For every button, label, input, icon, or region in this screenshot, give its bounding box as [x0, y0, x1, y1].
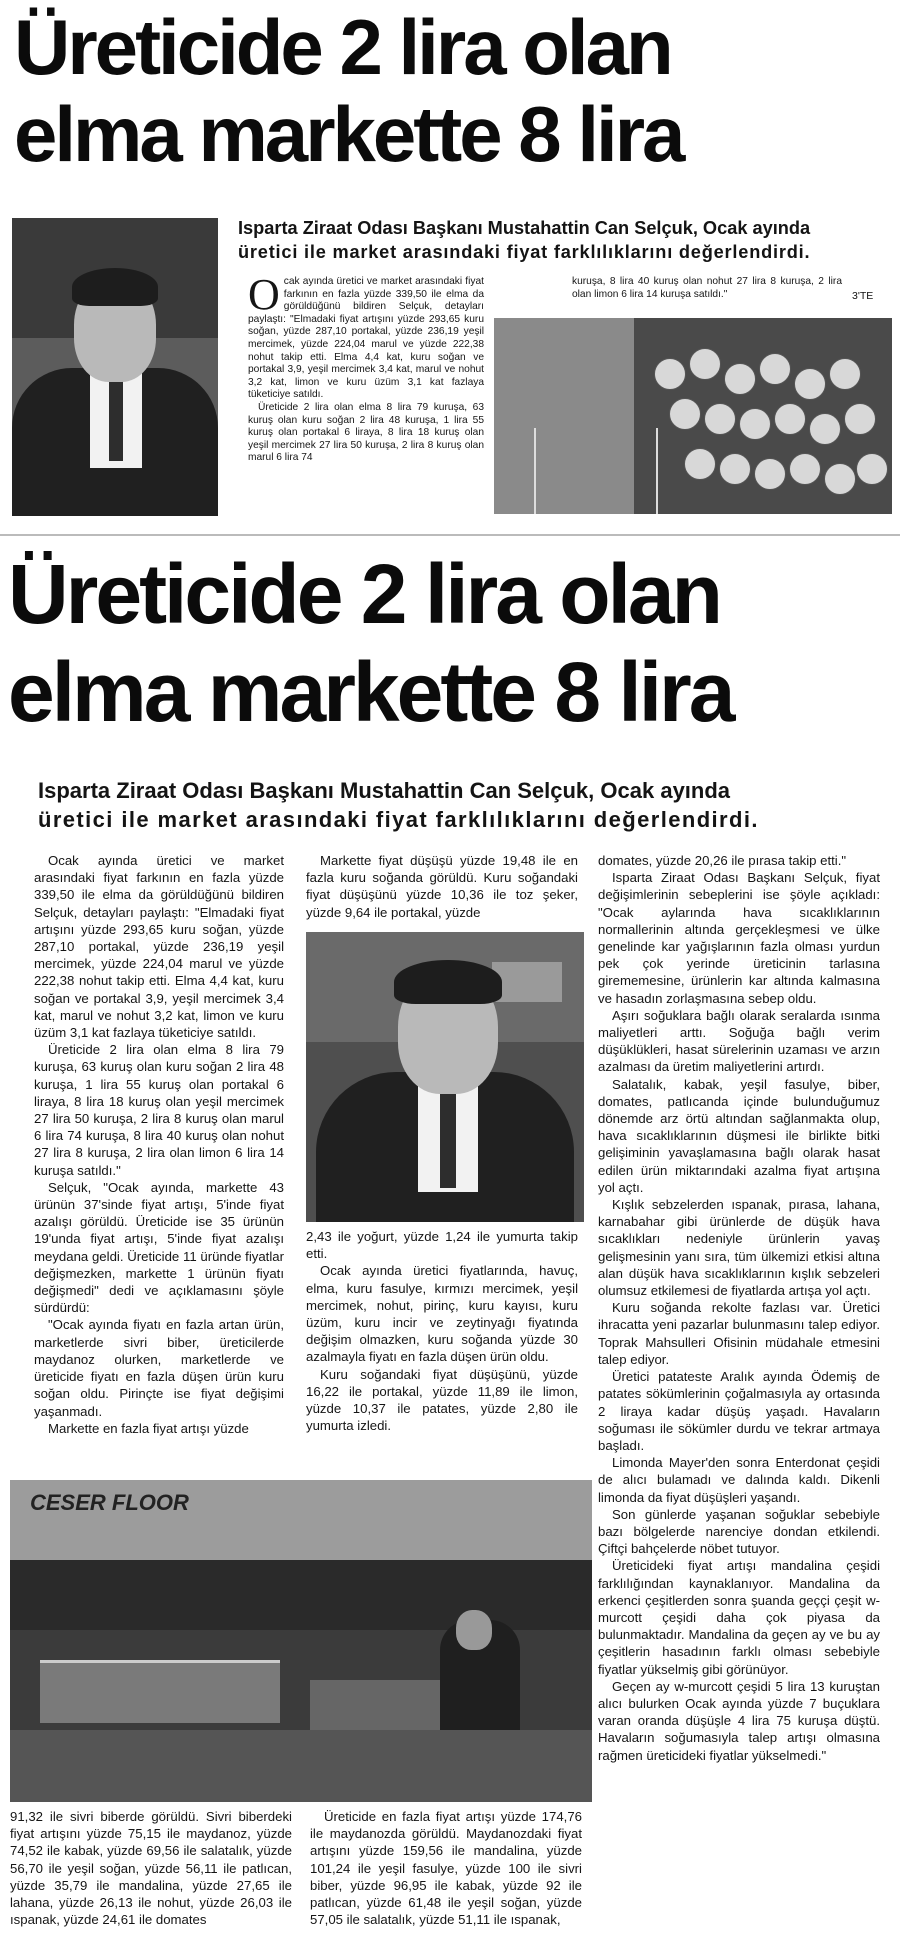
article-deck-line1: Isparta Ziraat Odası Başkanı Mustahattin Can Selçuk, Ocak ayında [38, 778, 731, 803]
clipping-apples-photo [494, 318, 892, 514]
clipping-portrait-photo [12, 218, 218, 516]
clipping-col1-text: cak ayında üretici ve market arasındaki fiyat farkının en fazla yüzde 339,50 ile elma da görüldüğünü bildiren Selçuk, detayları paylaştı: "Elmadaki fiyat artışını yüzde 293,65 kuru soğan, yüzde 287,10 portakal, yüzde 236,19 yeşil mercimek, yüzde 224,04 marul ve yüzde 222,38 nohut takip etti. Elma 4,4 kat, kuru soğan ve portakal 3,9, yeşil mercimek 3,4 kat, marul ve nohut 3,2 kat, limon ve kuru üzüm 3,1 kat fazlaya tüketiciye satıldı. [248, 276, 484, 401]
col3-paragraph: Üretici patateste Aralık ayında Ödemiş de patates sökümlerinin çoğalmasıyla ay ortasında 2 liraya kadar düşüş yaşadı. Havaların soğuması ile sökümler durdu ve tekrar artmaya başladı. [598, 1369, 880, 1453]
col1-paragraph: "Ocak ayında fiyatı en fazla artan ürün, marketlerde sivri biber, üreticilerde maydanoz olurken, marketlerde ve üreticide fiyatı en fazla düşen ürün kuru soğan oldu. Pirinçte ise fiyat değişimi yaşanmadı. [34, 1317, 284, 1419]
clipping-col2-text: kuruşa, 8 lira 40 kuruş olan nohut 27 lira 8 kuruşa, 2 lira olan limon 6 lira 14 kuruşa satıldı." [572, 276, 842, 300]
col1-paragraph: Selçuk, "Ocak ayında, markette 43 ürünün 37'sinde fiyat artışı, 5'inde fiyat azalışı görüldü. Üreticide ise 35 ürünün 19'unda fiyat artışı, 5'inde fiyat azalışı meydana geldi. Üreticide 11 üründe fiyatlar değişmezken, markette 1 ürünün fiyatı değişmedi" dedi ve açıklamasını şöyle sürdürdü: [34, 1179, 284, 1316]
clipping-headline-line1: Üreticide 2 lira olan [14, 3, 671, 91]
col2-paragraph: Kuru soğandaki fiyat düşüşünü, yüzde 16,22 ile portakal, yüzde 11,89 ile limon, yüzde 10,37 ile patates, yüzde 2,80 ile yumurta izledi. [306, 1366, 578, 1434]
clipping-column-1 [248, 270, 484, 465]
article-headline-line1: Üreticide 2 lira olan [8, 547, 720, 641]
article-market-photo [10, 1480, 592, 1802]
article-bottom-column-2 [310, 1808, 582, 1928]
col3-paragraph: Geçen ay w-murcott çeşidi 5 lira 13 kuruştan alıcı bulurken Ocak ayında yüzde 7 buçuklara varan oranda düşüşle 4 lira 75 kuruşa düştü. Havaların soğumasıyla talep artışı olmasına rağmen üreticideki fiyatlar yükselmedi." [598, 1678, 880, 1763]
col3-paragraph: domates, yüzde 20,26 ile pırasa takip etti." [598, 853, 847, 868]
col3-paragraph: Salatalık, kabak, yeşil fasulye, biber, domates, patlıcanda içinde bulunduğumuz dönemde arz örtü altından sağlanmakta olup, hava sıcaklıklarının düşmesi ile birlikte bitki gelişiminin yavaşlamasına bağlı olarak hasat edilen ürün miktarındaki azalma fiyat artışına yol açtı. [598, 1076, 880, 1195]
clipping-bottom-rule [0, 534, 900, 536]
clipping-headline-line2: elma markette 8 lira [14, 90, 683, 178]
article-column-1 [34, 852, 284, 1437]
bottom-col2-paragraph: Üreticide en fazla fiyat artışı yüzde 174,76 ile maydanozda görüldü. Maydanozdaki fiyat artışını yüzde 159,56 ile mandalina, yüzde 101,24 ile yeşil fasulye, yüzde 100 ile sivri biber, yüzde 96,95 ile kabak, yüzde 92 ile patlıcan, yüzde 61,48 ile yeşil soğan, yüzde 57,05 ile salatalık, yüzde 51,11 ile ıspanak, [310, 1809, 582, 1928]
market-sign-text: CESER FLOOR [30, 1490, 189, 1515]
col2-paragraph: 2,43 ile yoğurt, yüzde 1,24 ile yumurta takip etti. [306, 1229, 578, 1262]
article-deck-line2: üretici ile market arasındaki fiyat farklılıklarını değerlendirdi. [38, 807, 759, 832]
clipping-dropcap: O [248, 270, 280, 319]
article-column-2-mid [306, 1228, 578, 1434]
article-portrait-photo [306, 932, 584, 1222]
col3-paragraph: Son günlerde yaşanan soğuklar sebebiyle bazı bölgelerde narenciye dondan etkilendi. Çiftçi bahçelerde nöbet tutuyor. [598, 1506, 880, 1557]
clipping [0, 0, 900, 540]
col3-paragraph: Üreticideki fiyat artışı mandalina çeşidi farklılığından kaynaklanıyor. Mandalina da erkenci çeşitlerden sonra şuanda geççi çeşit w-murcott çeşidi daha çok piyasa da bulunmaktadır. Mandalina da geçen ay ve bu ay çeşitlerin hasadının farklı olması sebebiyle fiyatlar yükselmiş gibi görünüyor. [598, 1558, 880, 1677]
clipping-deck-line2: üretici ile market arasındaki fiyat farklılıklarını değerlendirdi. [238, 242, 811, 262]
col3-paragraph: Kuru soğanda rekolte fazlası var. Üretici ihracatta yeni pazarlar bulunmasını talep ediyor. Toprak Mahsulleri Ofisinin müdahale etmesini talep ediyor. [598, 1300, 880, 1367]
col1-paragraph: Ocak ayında üretici ve market arasındaki fiyat farkının en fazla yüzde 339,50 ile elma da görüldüğünü bildiren Selçuk, detayları paylaştı: "Elmadaki fiyat artışını yüzde 293,65 kuru soğan, yüzde 287,10 portakal, yüzde 236,19 yeşil mercimek, yüzde 224,04 marul ve yüzde 222,38 nohut takip etti. Elma 4,4 kat, kuru soğan ve portakal 3,9, yeşil mercimek 3,4 kat, marul ve nohut 3,2 kat, limon ve kuru üzüm 3,1 kat fazlaya tüketiciye satıldı. [34, 853, 284, 1041]
col1-paragraph: Markette en fazla fiyat artışı yüzde [48, 1420, 249, 1436]
clipping-col1b-text: Üreticide 2 lira olan elma 8 lira 79 kuruşa, 63 kuruş olan kuru soğan 2 lira 48 kuruşa, 1 lira 55 kuruş olan portakal 6 liraya, 8 lira 18 kuruş olan yeşil mercimek 27 lira 50 kuruşa, 2 lira 8 kuruş olan marul 6 lira 74 [248, 401, 484, 464]
clipping-deck-line1: Isparta Ziraat Odası Başkanı Mustahattin Can Selçuk, Ocak ayında [238, 218, 811, 238]
article-headline-line2: elma markette 8 lira [8, 645, 733, 739]
clipping-continued-label: 3'TE [852, 290, 874, 302]
col1-paragraph: Üreticide 2 lira olan elma 8 lira 79 kuruşa, 63 kuruş olan kuru soğan 2 lira 48 kuruşa, 1 lira 55 kuruş olan portakal 6 liraya, 8 lira 18 kuruş olan yeşil mercimek 27 lira 50 kuruşa, 2 lira 8 kuruş olan marul 6 lira 74 kuruşa, 8 lira 40 kuruş olan nohut 27 lira 8 kuruşa, 2 lira olan limon 6 lira 14 kuruşa satıldı." [34, 1042, 284, 1178]
article-column-3 [598, 852, 880, 1764]
article-bottom-column-1 [10, 1808, 292, 1928]
col3-paragraph: Kışlık sebzelerden ıspanak, pırasa, lahana, karnabahar gibi ürünlerde de düşük hava sıcaklıkları nedeniyle ürünlerin yavaş gelişmesinin yanı sıra, tüm ülkemizi etkisi altına alan düşük hava sıcaklıklarının kışlık sebzeleri olumsuz etkilemesi de fiyatlarda artışa yol açtı. [598, 1197, 880, 1299]
col2-paragraph: Markette fiyat düşüşü yüzde 19,48 ile en fazla kuru soğanda görüldü. Kuru soğandaki fiyat düşüşünü yüzde 10,36 ile toz şeker, yüzde 9,64 ile portakal, yüzde [306, 853, 578, 920]
col3-paragraph: Limonda Mayer'den sonra Enterdonat çeşidi de alıcı bulamadı ve dalında kaldı. Dikenli limonda da fiyat düşüşleri yaşandı. [598, 1455, 880, 1505]
col2-paragraph: Ocak ayında üretici fiyatlarında, havuç, elma, kuru fasulye, kırmızı mercimek, yeşil mercimek, nohut, pirinç, kuru kayısı, kuru üzüm, kuru incir ve zeytinyağı fiyatında değişim olmazken, kuru soğanda yüzde 30 azalmayla fiyatı en fazla düşen ürün oldu. [306, 1263, 578, 1365]
col3-paragraph: Isparta Ziraat Odası Başkanı Selçuk, fiyat değişimlerinin sebeplerini ise şöyle açıkladı: "Ocak aylarında hava sıcaklıklarının normallerinin altında gerçekleşmesi ve ülke genelinde kar yağışlarının fazla olması yurdun pek çok yerinde üreticinin tarlasına girememesine, ürünlerin kar altında kalmasına ve hasadın zorlaşmasına sebep oldu. [598, 870, 880, 1006]
clipping-column-2 [572, 276, 842, 301]
col3-paragraph: Aşırı soğuklara bağlı olarak seralarda ısınma maliyetleri arttı. Soğuğa bağlı verim düşüklükleri, hasat sürelerinin uzaması ve arzın azalması da üretim maliyetlerini artırdı. [598, 1007, 880, 1075]
bottom-col1-paragraph: 91,32 ile sivri biberde görüldü. Sivri biberdeki fiyat artışını yüzde 75,15 ile maydanoz, yüzde 74,52 ile kabak, yüzde 69,56 ile salatalık, yüzde 56,70 ile yeşil soğan, yüzde 56,11 ile patlıcan, yüzde 35,79 ile mandalina, yüzde 27,65 ile lahana, yüzde 26,13 ile nohut, yüzde 26,03 ile ıspanak, yüzde 24,61 ile domates [10, 1809, 292, 1928]
article-column-2-top [306, 852, 578, 921]
